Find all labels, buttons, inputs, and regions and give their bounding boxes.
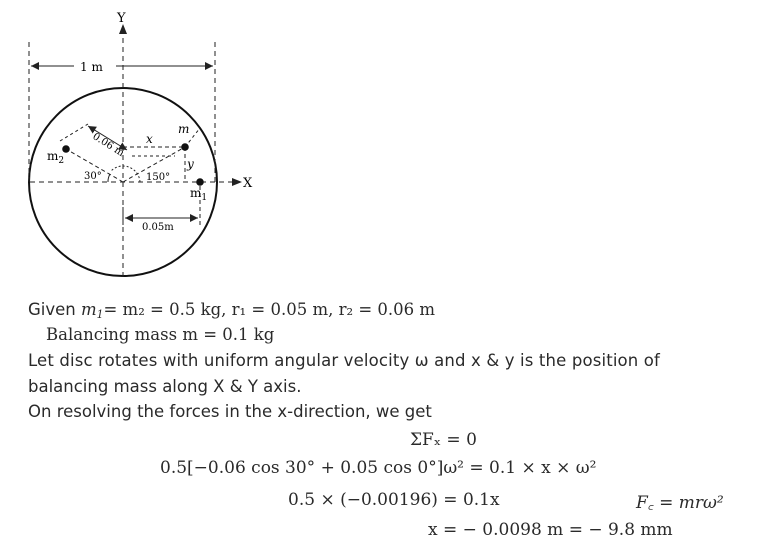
resolve-line: On resolving the forces in the x-direction, we get bbox=[28, 402, 432, 421]
paragraph-line-2: balancing mass along X & Y axis. bbox=[28, 377, 302, 396]
equation-solve-x: 0.5 × (−0.00196) = 0.1x bbox=[288, 490, 500, 510]
y-offset-label: y bbox=[187, 157, 194, 171]
paragraph-line-1: Let disc rotates with uniform angular velocity ω and x & y is the position of bbox=[28, 351, 660, 370]
balancing-mass-line: Balancing mass m = 0.1 kg bbox=[46, 325, 275, 344]
angle-30-arc bbox=[108, 174, 110, 182]
given-line bbox=[28, 300, 436, 322]
y-axis-label: Y bbox=[117, 11, 126, 26]
x-offset-label: x bbox=[146, 132, 153, 146]
mass-m1-label: $m_1$ bbox=[190, 186, 208, 203]
mass-m-label: m bbox=[178, 122, 190, 136]
disc-figure bbox=[0, 0, 300, 290]
mass-m2-label: $m_2$ bbox=[47, 149, 65, 166]
equation-centrifugal-note: F꜀ = mrω² bbox=[636, 493, 724, 513]
given-prefix: Given bbox=[28, 300, 81, 319]
equation-result-x: x = − 0.0098 m = − 9.8 mm bbox=[428, 520, 673, 540]
mass-m-dot bbox=[181, 143, 189, 151]
given-m1-symbol: $m_1$ bbox=[81, 300, 104, 322]
x-axis-arrow bbox=[232, 178, 242, 186]
x-axis-label: X bbox=[243, 176, 253, 191]
diameter-label: 1 m bbox=[80, 60, 103, 74]
r2-label: 0.06 m bbox=[90, 131, 126, 160]
equation-moment-balance: 0.5[−0.06 cos 30° + 0.05 cos 0°]ω² = 0.1 × x × ω² bbox=[160, 458, 597, 478]
given-values: = m₂ = 0.5 kg, r₁ = 0.05 m, r₂ = 0.06 m bbox=[103, 300, 436, 319]
equation-sum-fx: ΣFₓ = 0 bbox=[410, 430, 477, 450]
mass-m1-dot bbox=[196, 178, 204, 186]
mass-m2-dot bbox=[62, 145, 70, 153]
r1-label: 0.05m bbox=[142, 222, 174, 233]
angle-150-arc bbox=[111, 166, 140, 182]
angle-30-label: 30° bbox=[84, 171, 102, 182]
angle-150-label: 150° bbox=[146, 172, 171, 183]
